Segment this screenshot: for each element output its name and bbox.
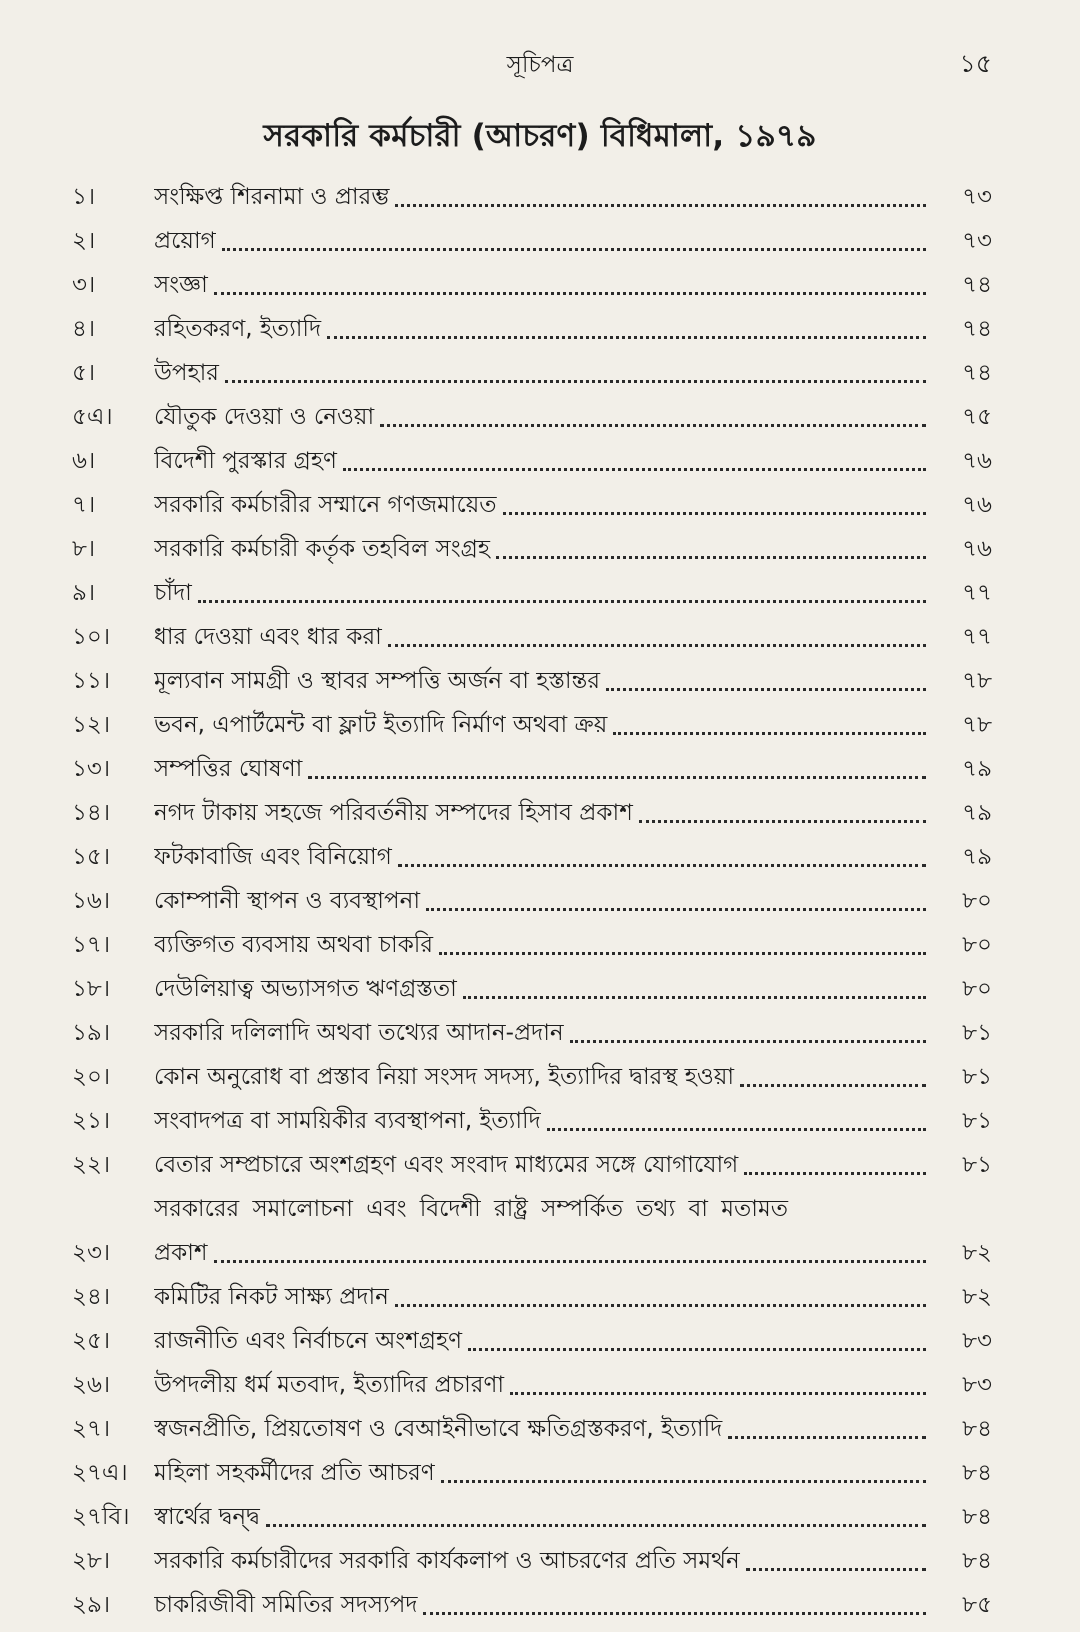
toc-entry-page: ৮০ bbox=[962, 932, 992, 958]
toc-entry-body bbox=[154, 791, 932, 835]
toc-entry-body bbox=[154, 219, 932, 263]
dot-leader bbox=[388, 644, 926, 647]
toc-entry-title: সংক্ষিপ্ত শিরনামা ও প্রারম্ভ bbox=[154, 184, 390, 210]
toc-entry-title: মহিলা সহকর্মীদের প্রতি আচরণ bbox=[154, 1460, 435, 1486]
dot-leader bbox=[463, 996, 926, 999]
toc-row bbox=[72, 1451, 992, 1495]
toc-entry-title: ভবন, এপার্টমেন্ট বা ফ্লাট ইত্যাদি নির্মাণ অথবা ক্রয় bbox=[154, 712, 608, 738]
toc-entry-body bbox=[154, 747, 932, 791]
toc-entry-body bbox=[154, 395, 932, 439]
toc-row bbox=[72, 307, 992, 351]
toc-row bbox=[72, 571, 992, 615]
toc-entry-number: ১। bbox=[72, 184, 96, 210]
toc-entry-page: ৭৬ bbox=[962, 448, 992, 474]
toc-entry-number: ২। bbox=[72, 228, 96, 254]
dot-leader bbox=[441, 1480, 926, 1483]
toc-entry-body bbox=[154, 659, 932, 703]
toc-row bbox=[72, 1055, 992, 1099]
toc-entry-title: চাকরিজীবী সমিতির সদস্যপদ bbox=[154, 1592, 418, 1618]
toc-entry-number: ২৭এ। bbox=[72, 1460, 128, 1486]
toc-entry-number: ২৪। bbox=[72, 1284, 111, 1310]
toc-row bbox=[72, 1011, 992, 1055]
toc-entry-body bbox=[154, 307, 932, 351]
table-of-contents bbox=[72, 175, 992, 1627]
toc-row bbox=[72, 703, 992, 747]
toc-entry-page: ৮০ bbox=[962, 976, 992, 1002]
toc-entry-page: ৭৬ bbox=[962, 492, 992, 518]
dot-leader bbox=[468, 1348, 926, 1351]
toc-entry-title: উপদলীয় ধর্ম মতবাদ, ইত্যাদির প্রচারণা bbox=[154, 1372, 505, 1398]
toc-entry-number: ১৯। bbox=[72, 1020, 111, 1046]
toc-row bbox=[72, 879, 992, 923]
toc-entry-body bbox=[154, 439, 932, 483]
toc-row bbox=[72, 1495, 992, 1539]
toc-entry-body bbox=[154, 1539, 932, 1583]
toc-entry-body bbox=[154, 923, 932, 967]
toc-entry-title: কোন অনুরোধ বা প্রস্তাব নিয়া সংসদ সদস্য, ইত্যাদির দ্বারস্থ হওয়া bbox=[154, 1064, 735, 1090]
toc-entry-body bbox=[154, 1143, 932, 1187]
toc-entry-body bbox=[154, 175, 932, 219]
toc-entry-body bbox=[154, 1451, 932, 1495]
toc-row bbox=[72, 1099, 992, 1143]
toc-entry-title: কোম্পানী স্থাপন ও ব্যবস্থাপনা bbox=[154, 888, 420, 914]
toc-entry-title-line1: সরকারের সমালোচনা এবং বিদেশী রাষ্ট্র সম্পর্কিত তথ্য বা মতামত bbox=[154, 1196, 788, 1222]
dot-leader bbox=[398, 864, 926, 867]
toc-entry-number: ২৫। bbox=[72, 1328, 111, 1354]
toc-entry-title: সরকারি কর্মচারী কর্তৃক তহবিল সংগ্রহ bbox=[154, 536, 490, 562]
toc-entry-title: স্বার্থের দ্বন্দ্ব bbox=[154, 1504, 260, 1530]
toc-entry-body bbox=[154, 1407, 932, 1451]
toc-entry-title: ব্যক্তিগত ব্যবসায় অথবা চাকরি bbox=[154, 932, 434, 958]
toc-entry-body bbox=[154, 1099, 932, 1143]
toc-entry-number: ২০। bbox=[72, 1064, 111, 1090]
toc-entry-title: সরকারি কর্মচারীর সম্মানে গণজমায়েত bbox=[154, 492, 497, 518]
toc-entry-title: সংজ্ঞা bbox=[154, 272, 208, 298]
dot-leader bbox=[395, 204, 926, 207]
toc-row bbox=[72, 1363, 992, 1407]
toc-row bbox=[72, 1187, 992, 1275]
dot-leader bbox=[728, 1436, 926, 1439]
toc-entry-page: ৮৫ bbox=[962, 1592, 992, 1618]
dot-leader bbox=[496, 556, 926, 559]
toc-entry-number: ১৮। bbox=[72, 976, 111, 1002]
dot-leader bbox=[613, 732, 926, 735]
dot-leader bbox=[198, 600, 926, 603]
toc-entry-page: ৭৫ bbox=[962, 404, 992, 430]
page-number: ১৫ bbox=[959, 49, 992, 78]
toc-entry-body bbox=[154, 1275, 932, 1319]
toc-entry-page: ৮১ bbox=[962, 1020, 992, 1046]
toc-entry-page: ৭৯ bbox=[962, 756, 992, 782]
dot-leader bbox=[547, 1128, 926, 1131]
toc-entry-body bbox=[154, 351, 932, 395]
toc-entry-title: কমিটির নিকট সাক্ষ্য প্রদান bbox=[154, 1284, 389, 1310]
toc-entry-number: ৪। bbox=[72, 316, 96, 342]
toc-entry-page: ৮১ bbox=[962, 1064, 992, 1090]
toc-entry-page: ৭৯ bbox=[962, 844, 992, 870]
toc-row bbox=[72, 263, 992, 307]
toc-entry-number: ৩। bbox=[72, 272, 96, 298]
toc-entry-page: ৭৮ bbox=[962, 668, 992, 694]
toc-entry-body bbox=[154, 615, 932, 659]
toc-row bbox=[72, 747, 992, 791]
toc-entry-title: উপহার bbox=[154, 360, 219, 386]
toc-entry-body bbox=[154, 1187, 932, 1275]
toc-entry-page: ৮৩ bbox=[962, 1328, 992, 1354]
toc-entry-number: ১৩। bbox=[72, 756, 111, 782]
toc-entry-title: মূল্যবান সামগ্রী ও স্থাবর সম্পত্তি অর্জন বা হস্তান্তর bbox=[154, 668, 601, 694]
toc-entry-body bbox=[154, 1363, 932, 1407]
dot-leader bbox=[423, 1612, 926, 1615]
toc-entry-title: দেউলিয়াত্ব অভ্যাসগত ঋণগ্রস্ততা bbox=[154, 976, 457, 1002]
toc-row bbox=[72, 1407, 992, 1451]
toc-entry-number: ১৬। bbox=[72, 888, 111, 914]
dot-leader bbox=[606, 688, 926, 691]
toc-entry-title: স্বজনপ্রীতি, প্রিয়তোষণ ও বেআইনীভাবে ক্ষতিগ্রস্তকরণ, ইত্যাদি bbox=[154, 1416, 723, 1442]
toc-entry-number: ১২। bbox=[72, 712, 111, 738]
toc-row bbox=[72, 923, 992, 967]
toc-entry-page: ৮৩ bbox=[962, 1372, 992, 1398]
toc-entry-number: ২৭বি। bbox=[72, 1504, 130, 1530]
toc-entry-page: ৮৪ bbox=[962, 1460, 992, 1486]
toc-row bbox=[72, 615, 992, 659]
toc-entry-title: প্রয়োগ bbox=[154, 228, 216, 254]
toc-entry-body bbox=[154, 527, 932, 571]
toc-entry-number: ১৪। bbox=[72, 800, 111, 826]
dot-leader bbox=[308, 776, 926, 779]
toc-row bbox=[72, 967, 992, 1011]
toc-entry-title: সম্পত্তির ঘোষণা bbox=[154, 756, 303, 782]
running-header bbox=[0, 40, 1080, 80]
toc-entry-page: ৭৩ bbox=[962, 184, 992, 210]
toc-entry-page: ৮১ bbox=[962, 1108, 992, 1134]
toc-entry-title: বেতার সম্প্রচারে অংশগ্রহণ এবং সংবাদ মাধ্যমের সঙ্গে যোগাযোগ bbox=[154, 1152, 739, 1178]
toc-entry-title: সরকারি দলিলাদি অথবা তথ্যের আদান-প্রদান bbox=[154, 1020, 564, 1046]
toc-entry-title-line2: প্রকাশ bbox=[154, 1240, 208, 1266]
toc-entry-number: ১১। bbox=[72, 668, 111, 694]
toc-entry-page: ৭৪ bbox=[962, 360, 992, 386]
toc-row bbox=[72, 1583, 992, 1627]
toc-entry-page: ৭৪ bbox=[962, 316, 992, 342]
dot-leader bbox=[214, 292, 926, 295]
toc-entry-number: ৬। bbox=[72, 448, 96, 474]
toc-entry-page: ৭৮ bbox=[962, 712, 992, 738]
toc-row bbox=[72, 527, 992, 571]
dot-leader bbox=[395, 1304, 926, 1307]
toc-row bbox=[72, 1539, 992, 1583]
dot-leader bbox=[439, 952, 926, 955]
toc-entry-body bbox=[154, 1055, 932, 1099]
toc-entry-title: সরকারি কর্মচারীদের সরকারি কার্যকলাপ ও আচরণের প্রতি সমর্থন bbox=[154, 1548, 740, 1574]
dot-leader bbox=[343, 468, 926, 471]
toc-entry-number: ২৭। bbox=[72, 1416, 111, 1442]
running-title: সূচিপত্র bbox=[506, 52, 574, 78]
toc-entry-page: ৭৭ bbox=[962, 580, 992, 606]
toc-entry-body bbox=[154, 263, 932, 307]
toc-entry-title: চাঁদা bbox=[154, 580, 192, 606]
toc-entry-number: ১৫। bbox=[72, 844, 111, 870]
toc-entry-page: ৮১ bbox=[962, 1152, 992, 1178]
toc-entry-page: ৮২ bbox=[962, 1284, 992, 1310]
toc-entry-page: ৭৯ bbox=[962, 800, 992, 826]
dot-leader bbox=[744, 1172, 926, 1175]
toc-entry-number: ২১। bbox=[72, 1108, 111, 1134]
toc-entry-body bbox=[154, 483, 932, 527]
toc-entry-title: বিদেশী পুরস্কার গ্রহণ bbox=[154, 448, 337, 474]
toc-entry-page: ৮২ bbox=[962, 1240, 992, 1266]
toc-entry-title: নগদ টাকায় সহজে পরিবর্তনীয় সম্পদের হিসাব প্রকাশ bbox=[154, 800, 633, 826]
toc-entry-title: রাজনীতি এবং নির্বাচনে অংশগ্রহণ bbox=[154, 1328, 462, 1354]
toc-row bbox=[72, 483, 992, 527]
toc-entry-number: ২৮। bbox=[72, 1548, 111, 1574]
toc-entry-number: ২৯। bbox=[72, 1592, 111, 1618]
toc-entry-body bbox=[154, 703, 932, 747]
toc-entry-number: ৮। bbox=[72, 536, 96, 562]
dot-leader bbox=[380, 424, 926, 427]
toc-entry-title: রহিতকরণ, ইত্যাদি bbox=[154, 316, 322, 342]
toc-entry-title: ধার দেওয়া এবং ধার করা bbox=[154, 624, 382, 650]
toc-entry-body bbox=[154, 571, 932, 615]
section-heading: সরকারি কর্মচারী (আচরণ) বিধিমালা, ১৯৭৯ bbox=[263, 118, 817, 154]
toc-entry-title: যৌতুক দেওয়া ও নেওয়া bbox=[154, 404, 375, 430]
toc-entry-page: ৮৪ bbox=[962, 1416, 992, 1442]
toc-row bbox=[72, 1275, 992, 1319]
toc-entry-body bbox=[154, 879, 932, 923]
toc-entry-number: ৫। bbox=[72, 360, 96, 386]
toc-entry-number: ২২। bbox=[72, 1152, 111, 1178]
dot-leader bbox=[639, 820, 926, 823]
toc-entry-page: ৭৩ bbox=[962, 228, 992, 254]
dot-leader bbox=[266, 1524, 926, 1527]
toc-entry-line2 bbox=[154, 1231, 932, 1275]
dot-leader bbox=[426, 908, 926, 911]
toc-entry-number: ১৭। bbox=[72, 932, 111, 958]
toc-row bbox=[72, 835, 992, 879]
dot-leader bbox=[225, 380, 926, 383]
toc-entry-number: ২৬। bbox=[72, 1372, 111, 1398]
toc-entry-page: ৭৬ bbox=[962, 536, 992, 562]
toc-entry-title: ফটকাবাজি এবং বিনিয়োগ bbox=[154, 844, 392, 870]
dot-leader bbox=[327, 336, 926, 339]
toc-row bbox=[72, 1319, 992, 1363]
toc-entry-page: ৭৭ bbox=[962, 624, 992, 650]
toc-entry-number: ২৩। bbox=[72, 1240, 111, 1266]
toc-entry-body bbox=[154, 835, 932, 879]
toc-entry-body bbox=[154, 1583, 932, 1627]
dot-leader bbox=[570, 1040, 926, 1043]
toc-row bbox=[72, 395, 992, 439]
toc-entry-number: ৭। bbox=[72, 492, 96, 518]
toc-row bbox=[72, 219, 992, 263]
toc-entry-page: ৭৪ bbox=[962, 272, 992, 298]
toc-row bbox=[72, 439, 992, 483]
toc-entry-number: ১০। bbox=[72, 624, 111, 650]
dot-leader bbox=[214, 1260, 926, 1263]
toc-entry-body bbox=[154, 967, 932, 1011]
toc-entry-number: ৯। bbox=[72, 580, 96, 606]
toc-row bbox=[72, 351, 992, 395]
toc-entry-body bbox=[154, 1011, 932, 1055]
dot-leader bbox=[510, 1392, 926, 1395]
toc-row bbox=[72, 175, 992, 219]
dot-leader bbox=[503, 512, 926, 515]
dot-leader bbox=[222, 248, 926, 251]
dot-leader bbox=[746, 1568, 926, 1571]
toc-entry-page: ৮০ bbox=[962, 888, 992, 914]
toc-row bbox=[72, 1143, 992, 1187]
toc-entry-number: ৫এ। bbox=[72, 404, 113, 430]
toc-entry-body bbox=[154, 1319, 932, 1363]
toc-entry-page: ৮৪ bbox=[962, 1548, 992, 1574]
toc-row bbox=[72, 659, 992, 703]
toc-entry-page: ৮৪ bbox=[962, 1504, 992, 1530]
dot-leader bbox=[740, 1084, 926, 1087]
toc-row bbox=[72, 791, 992, 835]
toc-entry-body bbox=[154, 1495, 932, 1539]
toc-entry-title: সংবাদপত্র বা সাময়িকীর ব্যবস্থাপনা, ইত্যাদি bbox=[154, 1108, 541, 1134]
